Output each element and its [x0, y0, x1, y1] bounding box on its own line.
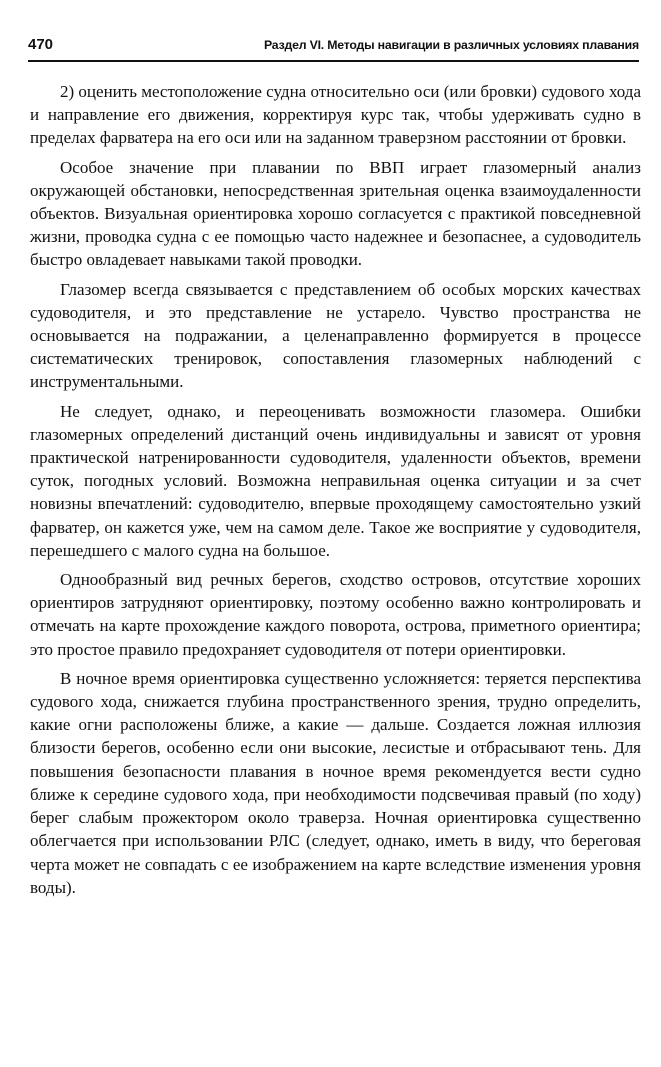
- header-rule: [28, 60, 639, 62]
- page-number: 470: [28, 36, 54, 53]
- body-text: [30, 80, 641, 905]
- running-head: Раздел VI. Методы навигации в различных условиях плавания: [263, 38, 639, 52]
- paragraph: В ночное время ориентировка существенно усложняется: теряется перспектива судового хода, снижается глубина пространственного зрения, трудно определить, какие огни расположены ближе, а какие — дальше. Создается ложная иллюзия близости берегов, особенно если они высокие, лесистые и отбрасывают тень. Для повышения безопасности плавания в ночное время рекомендуется вести судно ближе к середине судового хода, при необходимости подсвечивая правый (по ходу) берег слабым прожектором около траверза. Ночная ориентировка существенно облегчается при использовании РЛС (следует, однако, иметь в виду, что береговая черта может не совпадать с ее изображением на карте вследствие изменения уровня воды).: [30, 668, 641, 897]
- paragraph: Особое значение при плавании по ВВП играет глазомерный анализ окружающей обстановки, непосредственная зрительная оценка взаимоудаленности объектов. Визуальная ориентировка хорошо согласуется с практикой повседневной жизни, проводка судна с ее помощью часто надежнее и безопаснее, а судоводитель быстро овладевает навыками такой проводки.: [30, 157, 641, 270]
- paragraph: Глазомер всегда связывается с представлением об особых морских качествах судоводителя, и это представление не устарело. Чувство пространства не основывается на подражании, а целенаправленно формируется в процессе систематических тренировок, сопоставления глазомерных наблюдений с инструментальными.: [30, 279, 641, 392]
- paragraph: Не следует, однако, и переоценивать возможности глазомера. Ошибки глазомерных определений дистанций очень индивидуальны и зависят от уровня практической натренированности судоводителя, удаленности объектов, времени суток, погодных условий. Возможна неправильная оценка ситуации и за счет новизны впечатлений: судоводителю, впервые проходящему самостоятельно узкий фарватер, он кажется уже, чем на самом деле. Такое же восприятие у судоводителя, перешедшего с малого судна на большое.: [30, 401, 641, 560]
- paragraph: 2) оценить местоположение судна относительно оси (или бровки) судового хода и направление его движения, корректируя курс так, чтобы удерживать судно в пределах фарватера на его оси или на заданном траверзном расстоянии от бровки.: [30, 82, 641, 148]
- page-header: [28, 34, 639, 58]
- paragraph: Однообразный вид речных берегов, сходство островов, отсутствие хороших ориентиров затрудняют ориентировку, поэтому особенно важно контролировать и отмечать на карте прохождение каждого поворота, острова, приметного ориентира; это простое правило предохраняет судоводителя от потери ориентировки.: [30, 570, 641, 659]
